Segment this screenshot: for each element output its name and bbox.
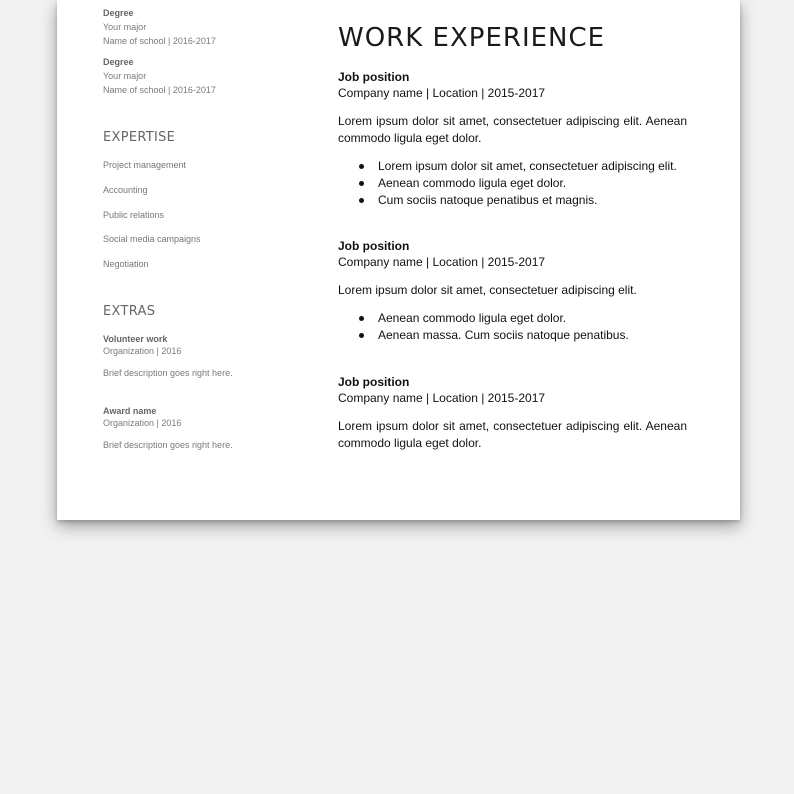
- job-bullet: [378, 158, 687, 175]
- job-entry: [338, 69, 687, 209]
- job-bullet: [378, 192, 687, 209]
- job-meta: Company name | Location | 2015-2017: [338, 391, 546, 405]
- expertise-item: Accounting: [103, 184, 148, 195]
- bullet-icon: [359, 333, 364, 338]
- expertise-item: Public relations: [103, 209, 165, 220]
- job-bullet-list: [338, 310, 687, 344]
- job-position: Job position: [338, 70, 410, 84]
- job-meta: Company name | Location | 2015-2017: [338, 86, 546, 100]
- expertise-item: Negotiation: [103, 259, 149, 270]
- bullet-icon: [359, 198, 364, 203]
- expertise-item: Social media campaigns: [103, 234, 201, 245]
- work-experience-title: WORK EXPERIENCE: [338, 23, 606, 53]
- education-degree: Degree: [103, 8, 134, 18]
- extras-title: Volunteer work: [103, 334, 168, 344]
- extras-heading: EXTRAS: [103, 304, 156, 319]
- resume-page: [57, 0, 740, 520]
- sidebar-column: [103, 7, 323, 477]
- education-major: Your major: [103, 22, 147, 32]
- job-bullet-text: Aenean massa. Cum sociis natoque penatibus.: [378, 328, 629, 342]
- job-description: Lorem ipsum dolor sit amet, consectetuer adipiscing elit. Aenean commodo ligula eget dolor.: [338, 114, 687, 145]
- extras-organization: Organization | 2016: [103, 418, 182, 428]
- expertise-list: [103, 159, 201, 283]
- expertise-heading: EXPERTISE: [103, 130, 176, 145]
- extras-organization: Organization | 2016: [103, 346, 182, 356]
- extras-description: Brief description goes right here.: [103, 440, 233, 450]
- education-major: Your major: [103, 71, 147, 81]
- education-school: Name of school | 2016-2017: [103, 85, 216, 95]
- job-position: Job position: [338, 239, 410, 253]
- job-bullet-text: Cum sociis natoque penatibus et magnis.: [378, 193, 598, 207]
- job-meta: Company name | Location | 2015-2017: [338, 255, 546, 269]
- bullet-icon: [359, 164, 364, 169]
- job-bullet: [378, 310, 687, 327]
- education-school: Name of school | 2016-2017: [103, 36, 216, 46]
- job-bullet: [378, 327, 687, 344]
- job-bullet-text: Aenean commodo ligula eget dolor.: [378, 176, 567, 190]
- main-column: [338, 20, 687, 480]
- job-bullet: [378, 175, 687, 192]
- education-entry: [103, 7, 323, 48]
- bullet-icon: [359, 181, 364, 186]
- extras-entry: [103, 405, 323, 451]
- job-description: Lorem ipsum dolor sit amet, consectetuer adipiscing elit.: [338, 283, 637, 297]
- job-bullet-text: Aenean commodo ligula eget dolor.: [378, 311, 567, 325]
- extras-description: Brief description goes right here.: [103, 368, 233, 378]
- job-entry: [338, 374, 687, 452]
- extras-entry: [103, 333, 323, 379]
- extras-title: Award name: [103, 406, 157, 416]
- education-entry: [103, 56, 323, 97]
- bullet-icon: [359, 316, 364, 321]
- job-description: Lorem ipsum dolor sit amet, consectetuer adipiscing elit. Aenean commodo ligula eget dolor.: [338, 419, 687, 450]
- job-bullet-list: [338, 158, 687, 209]
- expertise-item: Project management: [103, 160, 187, 170]
- job-bullet-text: Lorem ipsum dolor sit amet, consectetuer adipiscing elit.: [378, 159, 677, 173]
- job-entry: [338, 238, 687, 344]
- job-position: Job position: [338, 375, 410, 389]
- education-degree: Degree: [103, 57, 134, 67]
